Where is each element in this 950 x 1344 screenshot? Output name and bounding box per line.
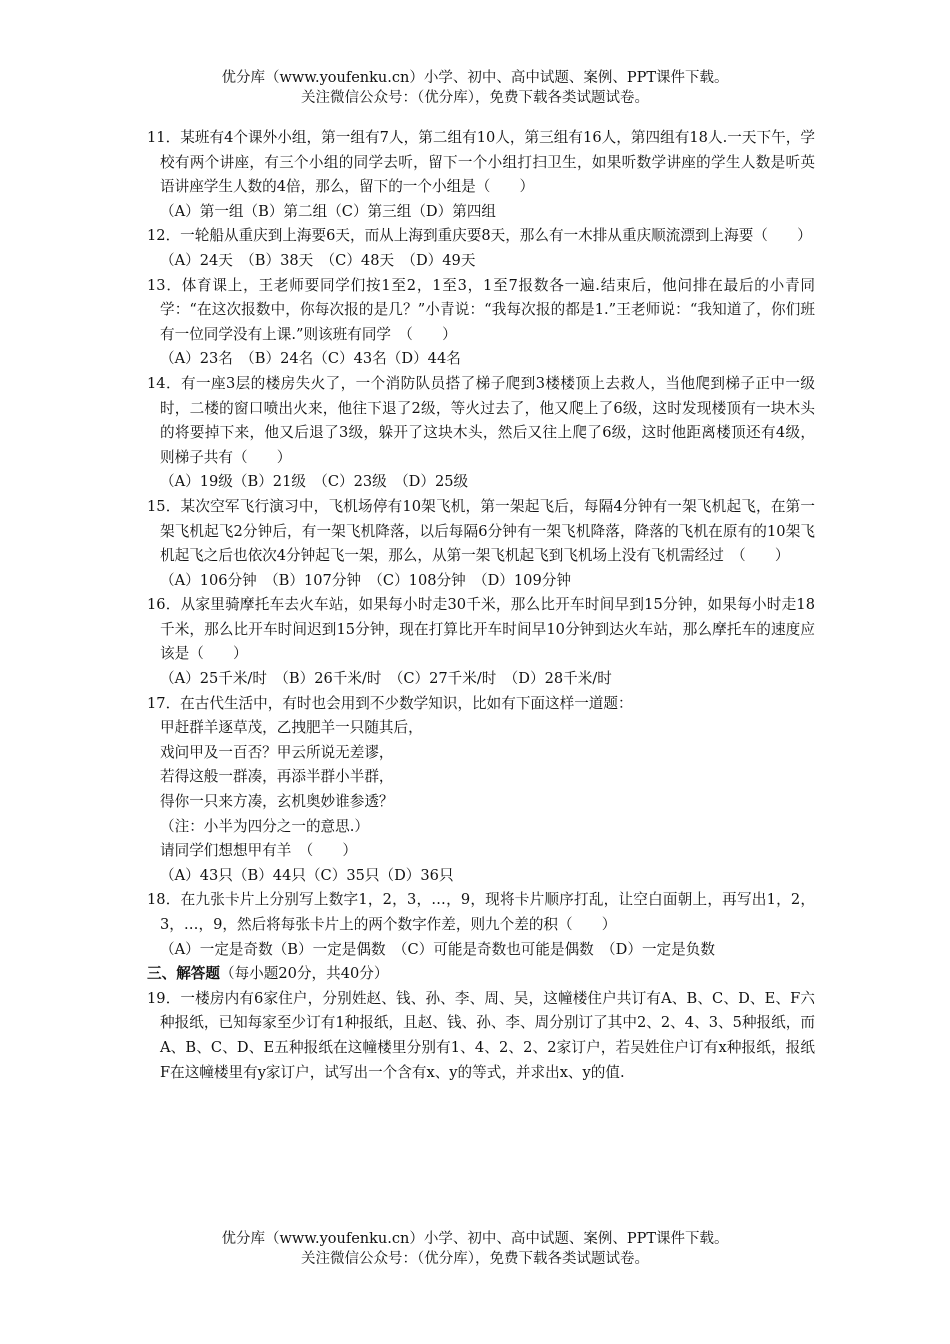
- question-19: [147, 987, 815, 1085]
- question-prompt: 请同学们想想甲有羊 （ ）: [160, 842, 358, 860]
- question-options: （A）43只（B）44只（C）35只（D）36只: [160, 866, 454, 884]
- question-18: [147, 888, 815, 962]
- footer-line-1: 优分库（www.youfenku.cn）小学、初中、高中试题、案例、PPT课件下载。: [221, 1231, 729, 1247]
- question-text: 12．一轮船从重庆到上海要6天，而从上海到重庆要8天，那么有一木排从重庆顺流漂到上海要（ ）: [147, 227, 812, 245]
- poem-line: 得你一只来方凑，玄机奥妙谁参透？: [160, 793, 394, 811]
- poem-line: 甲赶群羊逐草茂，乙拽肥羊一只随其后，: [160, 719, 423, 737]
- question-12: [147, 224, 815, 273]
- document-body: [147, 126, 815, 1085]
- footer-line-2: 关注微信公众号：（优分库），免费下载各类试题试卷。: [301, 1251, 649, 1267]
- question-text: 17．在古代生活中，有时也会用到不少数学知识，比如有下面这样一道题：: [147, 694, 633, 712]
- question-text: 18．在九张卡片上分别写上数字1，2，3，…，9，现将卡片顺序打乱，让空白面朝上，再写出1，2，3，…，9，然后将每张卡片上的两个数字作差，则九个差的积（ ）: [147, 891, 815, 933]
- page-footer: [0, 1229, 950, 1269]
- question-options: （A）106分钟 （B）107分钟 （C）108分钟 （D）109分钟: [160, 571, 571, 589]
- question-17: [147, 692, 815, 889]
- question-13: [147, 274, 815, 372]
- question-text: 14．有一座3层的楼房失火了，一个消防队员搭了梯子爬到3楼楼顶上去救人，当他爬到梯子正中一级时，二楼的窗口喷出火来，他往下退了2级，等火过去了，他又爬上了6级，这时发现楼顶有一块木头的将要掉下来，他又后退了3级，躲开了这块木头，然后又往上爬了6级，这时他距离楼顶还有4级，则梯子共有（ ）: [147, 374, 815, 466]
- section-title: 三、解答题: [147, 965, 220, 983]
- question-16: [147, 593, 815, 691]
- question-text: 19．一楼房内有6家住户，分别姓赵、钱、孙、李、周、吴，这幢楼住户共订有A、B、C、D、E、F六种报纸，已知每家至少订有1种报纸，且赵、钱、孙、李、周分别订了其中2、2、4、3、5种报纸，而A、B、C、D、E五种报纸在这幢楼里分别有1、4、2、2、2家订户，若吴姓住户订有x种报纸，报纸F在这幢楼里有y家订户，试写出一个含有x、y的等式，并求出x、y的值.: [147, 989, 815, 1081]
- question-11: [147, 126, 815, 224]
- question-text: 13．体育课上，王老师要同学们按1至2，1至3，1至7报数各一遍.结束后，他问排在最后的小青同学：“在这次报数中，你每次报的是几？”小青说：“我每次报的都是1.”王老师说：“我知道了，你们班有一位同学没有上课.”则该班有同学 （ ）: [147, 276, 815, 343]
- poem-note: （注：小半为四分之一的意思.）: [160, 817, 369, 835]
- question-text: 16．从家里骑摩托车去火车站，如果每小时走30千米，那么比开车时间早到15分钟，如果每小时走18千米，那么比开车时间迟到15分钟，现在打算比开车时间早10分钟到达火车站，那么摩托车的速度应该是（ ）: [147, 596, 815, 663]
- question-options: （A）25千米/时 （B）26千米/时 （C）27千米/时 （D）28千米/时: [160, 670, 612, 688]
- page-header: [0, 68, 950, 108]
- question-options: （A）23名 （B）24名（C）43名（D）44名: [160, 350, 461, 368]
- question-options: （A）24天 （B）38天 （C）48天 （D）49天: [160, 251, 476, 269]
- question-text: 11．某班有4个课外小组，第一组有7人，第二组有10人，第三组有16人，第四组有18人.一天下午，学校有两个讲座，有三个小组的同学去听，留下一个小组打扫卫生，如果听数学讲座的学生人数是听英语讲座学生人数的4倍，那么，留下的一个小组是（ ）: [147, 129, 815, 196]
- poem-line: 戏问甲及一百否？甲云所说无差谬，: [160, 743, 394, 761]
- header-line-2: 关注微信公众号：（优分库），免费下载各类试题试卷。: [301, 90, 649, 106]
- question-options: （A）一定是奇数（B）一定是偶数 （C）可能是奇数也可能是偶数 （D）一定是负数: [160, 940, 715, 958]
- section-note: （每小题20分，共40分）: [219, 965, 389, 983]
- header-line-1: 优分库（www.youfenku.cn）小学、初中、高中试题、案例、PPT课件下载。: [221, 70, 729, 86]
- section-heading: [147, 962, 815, 987]
- question-options: （A）第一组（B）第二组（C）第三组（D）第四组: [160, 202, 497, 220]
- poem-line: 若得这般一群凑，再添半群小半群，: [160, 768, 394, 786]
- question-options: （A）19级（B）21级 （C）23级 （D）25级: [160, 473, 469, 491]
- question-text: 15．某次空军飞行演习中，飞机场停有10架飞机，第一架起飞后，每隔4分钟有一架飞机起飞，在第一架飞机起飞2分钟后，有一架飞机降落，以后每隔6分钟有一架飞机降落，降落的飞机在原有的10架飞机起飞之后也依次4分钟起飞一架，那么，从第一架飞机起飞到飞机场上没有飞机需经过 （ ）: [147, 497, 815, 565]
- question-15: [147, 495, 815, 593]
- question-14: [147, 372, 815, 495]
